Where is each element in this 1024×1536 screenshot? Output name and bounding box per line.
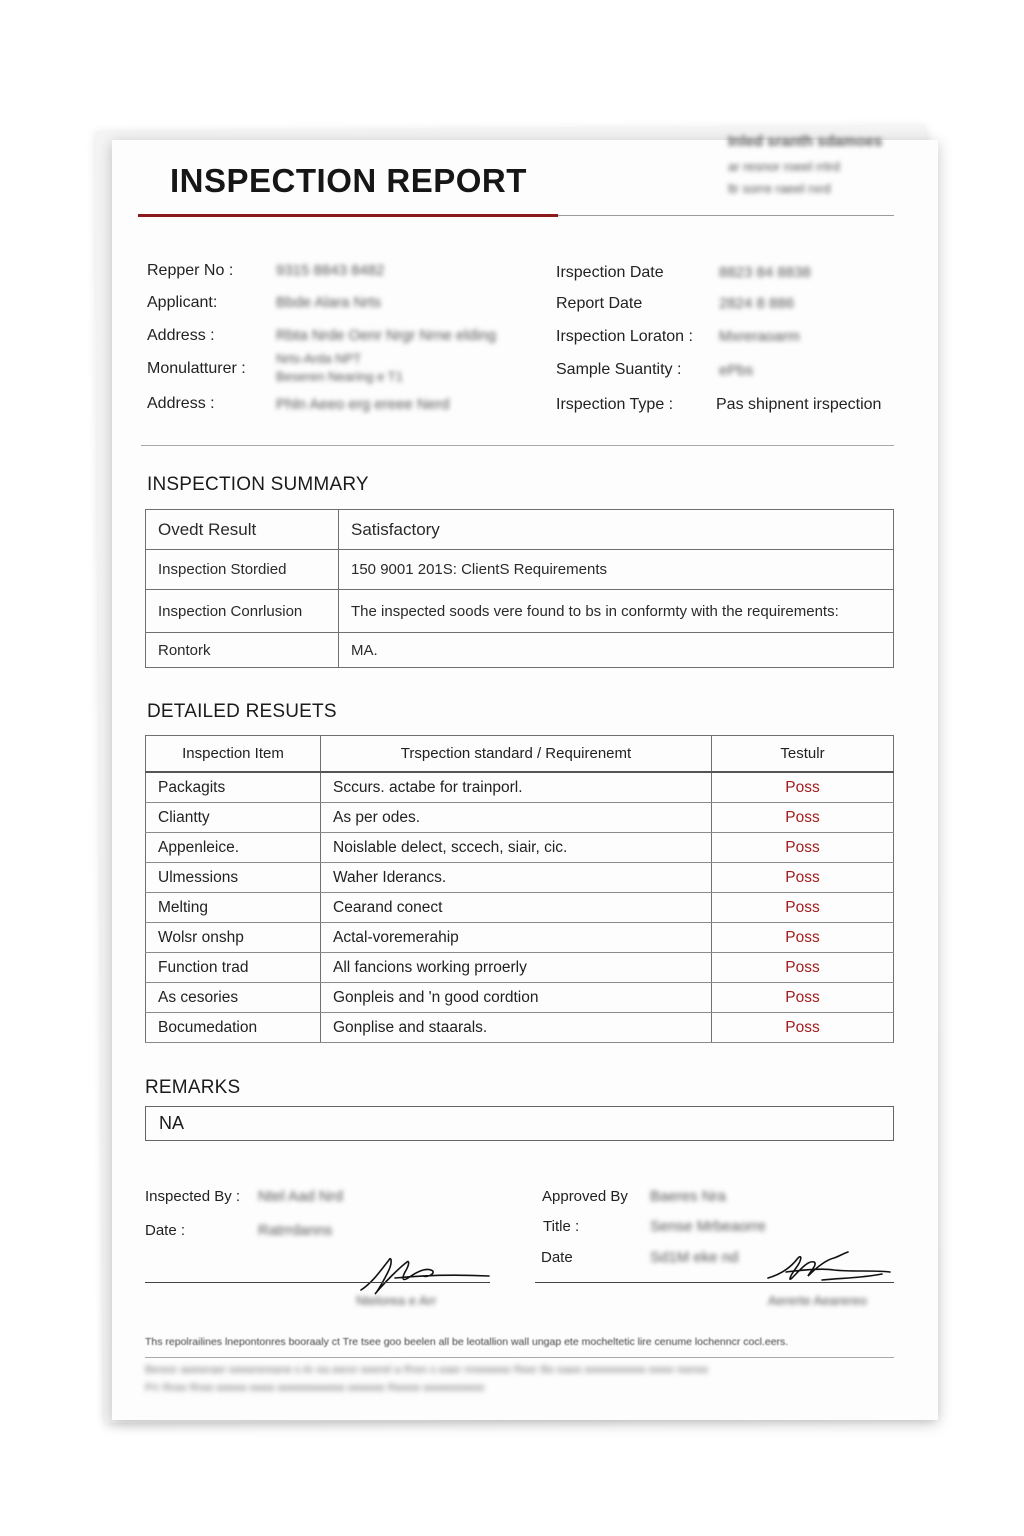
inspection-type-value: Pas shipnent irspection <box>716 396 882 413</box>
item-cell: Appenleice. <box>146 833 321 863</box>
inspector-signature <box>355 1252 495 1298</box>
approver-signature <box>762 1248 896 1292</box>
remark-label: Rontork <box>146 633 339 668</box>
approver-date-label: Date <box>541 1249 573 1266</box>
approved-by-value: Baeres Nra <box>650 1188 726 1205</box>
requirement-cell: Gonpleis and 'n good cordtion <box>321 983 712 1013</box>
remarks-box <box>145 1106 894 1141</box>
inspector-signature-line <box>145 1282 490 1283</box>
requirement-cell: Noislable delect, sccech, siair, cic. <box>321 833 712 863</box>
manufacturer-value-line-1: Nrts-Arda NPT <box>276 351 362 366</box>
table-row <box>146 953 894 983</box>
report-date-label: Report Date <box>556 295 643 312</box>
table-row <box>146 893 894 923</box>
requirement-cell: Actal-voremerahip <box>321 923 712 953</box>
result-cell: Poss <box>712 953 894 983</box>
approver-title-label: Title : <box>543 1218 580 1235</box>
manufacturer-address-label: Address : <box>147 395 215 412</box>
detailed-section-title: DETAILED RESUETS <box>147 701 337 722</box>
inspection-standard-value: 150 9001 201S: ClientS Requirements <box>339 550 894 590</box>
manufacturer-address-value: Phln Aeeo erg ereee Nerd <box>276 396 450 413</box>
overall-result-label: Ovedt Result <box>146 510 339 550</box>
detailed-results-table <box>145 735 894 1043</box>
corner-info-line-2: ar resnor roeel rrtrd <box>728 159 840 174</box>
applicant-address-label: Address : <box>147 327 215 344</box>
applicant-value: Bbde Alara Nrts <box>276 294 382 311</box>
result-cell: Poss <box>712 923 894 953</box>
inspected-by-label: Inspected By : <box>145 1188 241 1205</box>
inspected-by-value: Ntel Aad Nrd <box>258 1188 344 1205</box>
summary-table <box>145 509 894 668</box>
item-cell: As cesories <box>146 983 321 1013</box>
approver-date-value: Sd1M eke nd <box>650 1249 739 1266</box>
title-underline-red <box>138 214 558 217</box>
result-cell: Poss <box>712 1013 894 1043</box>
item-cell: Wolsr onshp <box>146 923 321 953</box>
inspection-type-label: Irspection Type : <box>556 396 674 413</box>
manufacturer-label: Monulatturer : <box>147 360 246 377</box>
inspector-caption: Ntelorea e Arr <box>356 1293 437 1308</box>
table-header-row <box>146 736 894 773</box>
report-date-value: 2824 8 886 <box>719 295 795 312</box>
table-row <box>146 863 894 893</box>
remarks-section-title: REMARKS <box>145 1077 241 1098</box>
table-row <box>146 923 894 953</box>
summary-row <box>146 550 894 590</box>
table-row <box>146 772 894 803</box>
report-no-value: 9315 8843 8482 <box>276 262 385 279</box>
inspection-conclusion-value: The inspected soods vere found to bs in conformty with the requirements: <box>339 590 894 633</box>
inspection-location-value: Mxreraoarm <box>719 328 800 345</box>
corner-info-line-1: Inled sranth sdamoes <box>728 133 883 150</box>
approver-caption: Aererte Aearereo <box>768 1293 868 1308</box>
requirement-cell: Sccurs. actabe for trainporl. <box>321 772 712 803</box>
footer-line-1: Beresr aeewraer eeeerereane s Ar ea eeror eeerel a Rren s eaer nreeeeee Reer Be eaee eeeeeeeeee eeee reeree <box>145 1364 709 1376</box>
summary-section-title: INSPECTION SUMMARY <box>147 474 369 495</box>
requirement-cell: Waher Iderancs. <box>321 863 712 893</box>
inspector-date-value: Ratrrdanns <box>258 1222 333 1239</box>
column-header-item: Inspection Item <box>146 736 321 773</box>
item-cell: Ulmessions <box>146 863 321 893</box>
sample-quantity-value: ePbs <box>719 362 754 379</box>
result-cell: Poss <box>712 803 894 833</box>
result-cell: Poss <box>712 863 894 893</box>
inspector-date-label: Date : <box>145 1222 186 1239</box>
column-header-result: Testulr <box>712 736 894 773</box>
item-cell: Melting <box>146 893 321 923</box>
requirement-cell: As per odes. <box>321 803 712 833</box>
requirement-cell: All fancions working prroerly <box>321 953 712 983</box>
approved-by-label: Approved By <box>542 1188 628 1205</box>
title-underline-gray <box>558 215 894 216</box>
overall-result-value: Satisfactory <box>339 510 894 550</box>
item-cell: Function trad <box>146 953 321 983</box>
footer-disclaimer: Ths repolrailines lnepontonres booraaly ct Tre tsee goo beelen all be leotallion wall ungap ete mocheltetic lire cenume lochenncr cocl.eers. <box>145 1336 789 1348</box>
remark-value: MA. <box>339 633 894 668</box>
report-title: INSPECTION REPORT <box>170 162 527 199</box>
report-no-label: Repper No : <box>147 262 234 279</box>
item-cell: Cliantty <box>146 803 321 833</box>
manufacturer-value-line-2: Beseren Nearing e T1 <box>276 369 403 384</box>
summary-row <box>146 510 894 550</box>
table-row <box>146 803 894 833</box>
item-cell: Packagits <box>146 772 321 803</box>
sample-quantity-label: Sample Suantity : <box>556 361 682 378</box>
summary-row <box>146 633 894 668</box>
approver-signature-line <box>535 1282 894 1283</box>
requirement-cell: Gonplise and staarals. <box>321 1013 712 1043</box>
table-row <box>146 833 894 863</box>
corner-info-line-3: ltr sorre raeel rxrd <box>728 181 831 196</box>
approver-title-value: Sense Mrbeaorre <box>650 1218 766 1235</box>
table-row <box>146 1013 894 1043</box>
requirement-cell: Cearand conect <box>321 893 712 923</box>
remarks-value: NA <box>159 1113 185 1133</box>
inspection-standard-label: Inspection Stordied <box>146 550 339 590</box>
header-separator <box>141 445 894 446</box>
applicant-label: Applicant: <box>147 294 218 311</box>
result-cell: Poss <box>712 983 894 1013</box>
applicant-address-value: Rbta Nrde Oenr Nrgr Nrne elding <box>276 327 497 344</box>
inspection-conclusion-label: Inspection Conrlusion <box>146 590 339 633</box>
result-cell: Poss <box>712 833 894 863</box>
inspection-date-label: Irspection Date <box>556 264 664 281</box>
footer-separator <box>145 1357 894 1358</box>
footer-line-2: Prr Rree Rree eeeee eeee eeeeeeeeeee eeeeee Reeee eeeeeeeeee <box>145 1382 485 1394</box>
result-cell: Poss <box>712 772 894 803</box>
inspection-date-value: 8823 84 8838 <box>719 264 811 281</box>
item-cell: Bocumedation <box>146 1013 321 1043</box>
result-cell: Poss <box>712 893 894 923</box>
summary-row <box>146 590 894 633</box>
inspection-location-label: Irspection Loraton : <box>556 328 693 345</box>
table-row <box>146 983 894 1013</box>
column-header-requirement: Trspection standard / Requirenemt <box>321 736 712 773</box>
